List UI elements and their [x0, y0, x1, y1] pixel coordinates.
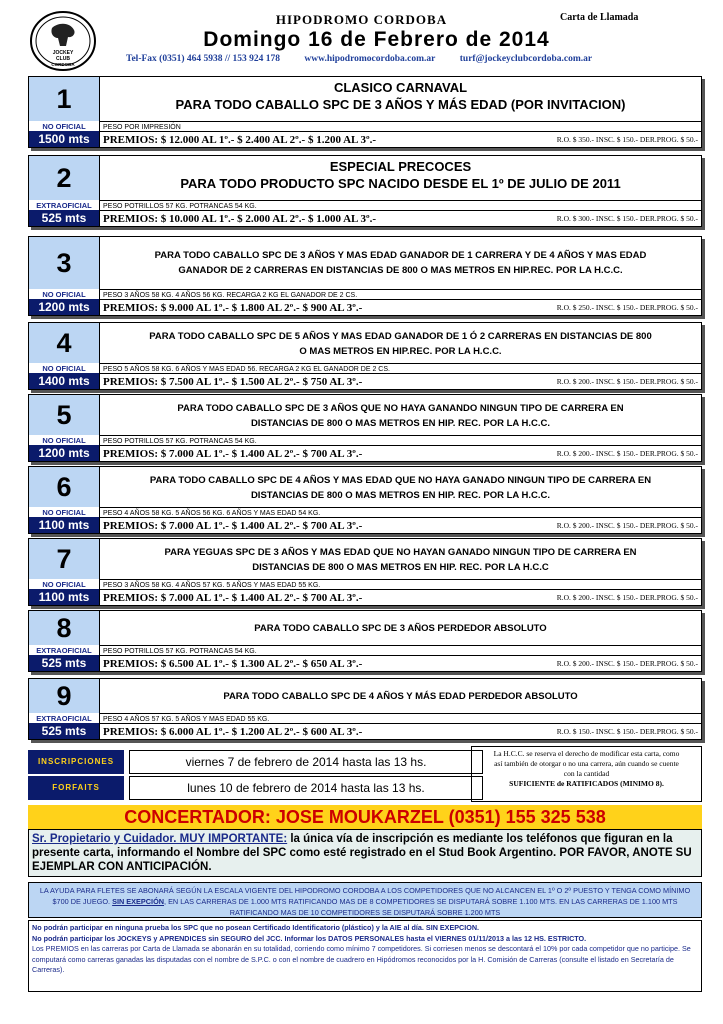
race-subtitle: PARA TODO CABALLO SPC DE 3 AÑOS Y MÁS EDAD (POR INVITACION) [175, 97, 626, 112]
forfaits-date: lunes 10 de febrero de 2014 hasta las 13 hs. [129, 776, 483, 800]
event-date: Domingo 16 de Febrero de 2014 [203, 28, 550, 51]
race-prizes: PREMIOS: $ 6.000 AL 1º.- $ 1.200 AL 2º.- $ 600 AL 3º.- [103, 726, 363, 738]
race-number: 9 [29, 679, 99, 713]
race-block [28, 155, 702, 227]
race-conditions [110, 473, 691, 503]
race-number: 1 [29, 77, 99, 121]
race-distance: 1200 mts [29, 445, 99, 461]
race-left [29, 539, 100, 605]
race-title: PARA TODO CABALLO SPC DE 5 AÑOS Y MAS EDAD GANADOR DE 1 Ó 2 CARRERAS EN DISTANCIAS DE 800 [149, 331, 652, 342]
footer-rule: No podrán participar en ninguna prueba los SPC que no posean Certificado Identificatorio (plástico) y la AIE al día. SIN EXEPCION. [32, 923, 480, 932]
race-title: ESPECIAL PRECOCES [329, 159, 472, 174]
important-lead: Sr. Propietario y Cuidador. MUY IMPORTANTE: [32, 833, 288, 845]
race-title: CLASICO CARNAVAL [333, 80, 468, 95]
race-distance: 1500 mts [29, 131, 99, 147]
race-fees: R.O. $ 200.- INSC. $ 150.- DER.PROG. $ 50.- [556, 377, 698, 386]
race-block [28, 322, 702, 390]
race-distance: 1200 mts [29, 299, 99, 315]
race-prizes-row [100, 210, 701, 226]
forfaits-label: FORFAITS [28, 776, 124, 800]
race-body [100, 611, 701, 671]
race-condition: EXTRAOFICIAL [29, 713, 99, 725]
footer-rule: No podrán participar los JOCKEYS y APRENDICES sin SEGURO del JCC. Informar los DATOS PERSONALES hasta el VIERNES 01/11/2013 a las 12 HS. ESTRICTO. [32, 933, 587, 943]
race-number: 8 [29, 611, 99, 645]
race-body [100, 237, 701, 315]
race-condition: NO OFICIAL [29, 121, 99, 133]
race-distance: 525 mts [29, 723, 99, 739]
svg-text:CORDOBA: CORDOBA [51, 62, 75, 67]
race-block [28, 236, 702, 316]
race-fees: R.O. $ 250.- INSC. $ 150.- DER.PROG. $ 50.- [556, 303, 698, 312]
race-number: 5 [29, 395, 99, 435]
deadlines-section [28, 746, 702, 802]
race-subtitle: DISTANCIAS DE 800 O MAS METROS EN HIP. REC. POR LA H.C.C. [250, 418, 551, 429]
page-title: HIPODROMO CORDOBA [275, 12, 448, 27]
race-number: 4 [29, 323, 99, 363]
race-fees: R.O. $ 200.- INSC. $ 150.- DER.PROG. $ 50.- [556, 449, 698, 458]
race-left [29, 679, 100, 739]
race-body [100, 679, 701, 739]
race-conditions [110, 248, 691, 278]
concertador-banner: CONCERTADOR: JOSE MOUKARZEL (0351) 155 325 538 [28, 805, 702, 829]
race-weights: PESO 3 AÑOS 58 KG. 4 AÑOS 57 KG. 5 AÑOS Y MAS EDAD 55 KG. [100, 579, 701, 591]
race-condition: EXTRAOFICIAL [29, 200, 99, 212]
ayuda-text: LA AYUDA PARA FLETES SE ABONARÁ SEGÚN LA ESCALA VIGENTE DEL HIPODROMO CORDOBA A LOS COMPETIDORES QUE NO ALCANCEN EL 1º O 2º PUESTO Y TENGA COMO MÍNIMO $700 DE JUEGO. [39, 886, 691, 906]
race-distance: 1400 mts [29, 373, 99, 389]
race-prizes: PREMIOS: $ 7.000 AL 1º.- $ 1.400 AL 2º.- $ 700 AL 3º.- [103, 520, 363, 532]
note-line: La H.C.C. se reserva el derecho de modificar esta carta, como [493, 749, 680, 758]
race-block [28, 610, 702, 672]
race-number: 6 [29, 467, 99, 507]
ayuda-emphasis: SIN EXEPCIÓN [112, 897, 165, 906]
race-prizes-row [100, 517, 701, 533]
race-prizes: PREMIOS: $ 7.000 AL 1º.- $ 1.400 AL 2º.- $ 700 AL 3º.- [103, 592, 363, 604]
race-subtitle: DISTANCIAS DE 800 O MAS METROS EN HIP. REC. POR LA H.C.C. [250, 490, 551, 501]
race-prizes-row [100, 445, 701, 461]
race-condition: NO OFICIAL [29, 435, 99, 447]
race-title: PARA YEGUAS SPC DE 3 AÑOS Y MAS EDAD QUE NO HAYAN GANADO NINGUN TIPO DE CARRERA EN [164, 547, 637, 558]
race-body [100, 395, 701, 461]
race-block [28, 394, 702, 462]
race-distance: 525 mts [29, 210, 99, 226]
race-weights: PESO POTRILLOS 57 KG. POTRANCAS 54 KG. [100, 645, 701, 657]
inscripciones-label: INSCRIPCIONES [28, 750, 124, 774]
race-fees: R.O. $ 350.- INSC. $ 150.- DER.PROG. $ 50.- [556, 135, 698, 144]
race-subtitle: GANADOR DE 2 CARRERAS EN DISTANCIAS DE 800 O MAS METROS EN HIP.REC. POR LA H.C.C. [178, 265, 623, 276]
race-body [100, 539, 701, 605]
page-header [0, 0, 723, 74]
race-prizes: PREMIOS: $ 7.000 AL 1º.- $ 1.400 AL 2º.- $ 700 AL 3º.- [103, 448, 363, 460]
race-number: 2 [29, 156, 99, 200]
race-number: 7 [29, 539, 99, 579]
race-left [29, 611, 100, 671]
race-left [29, 323, 100, 389]
contact-line [126, 54, 614, 64]
race-distance: 1100 mts [29, 517, 99, 533]
race-block [28, 678, 702, 740]
important-notice [28, 829, 702, 877]
race-weights: PESO 5 AÑOS 58 KG. 6 AÑOS Y MAS EDAD 56. RECARGA 2 KG EL GANADOR DE 2 CS. [100, 363, 701, 375]
svg-text:JOCKEY: JOCKEY [52, 50, 74, 56]
race-conditions [110, 545, 691, 575]
race-weights: PESO 3 AÑOS 58 KG. 4 AÑOS 56 KG. RECARGA 2 KG EL GANADOR DE 2 CS. [100, 289, 701, 301]
race-prizes-row [100, 299, 701, 315]
svg-text:CLUB: CLUB [56, 56, 70, 62]
race-condition: NO OFICIAL [29, 579, 99, 591]
race-prizes-row [100, 723, 701, 739]
race-fees: R.O. $ 200.- INSC. $ 150.- DER.PROG. $ 50.- [556, 521, 698, 530]
race-left [29, 395, 100, 461]
race-left [29, 467, 100, 533]
note-line: así también de otorgar o no una carrera, aún cuando se cuente [494, 759, 679, 768]
website-link[interactable]: www.hipodromocordoba.com.ar [304, 54, 436, 64]
race-left [29, 237, 100, 315]
race-condition: NO OFICIAL [29, 507, 99, 519]
race-weights: PESO POTRILLOS 57 KG. POTRANCAS 54 KG. [100, 435, 701, 447]
race-prizes: PREMIOS: $ 7.500 AL 1º.- $ 1.500 AL 2º.- $ 750 AL 3º.- [103, 376, 363, 388]
race-block [28, 466, 702, 534]
race-prizes-row [100, 655, 701, 671]
race-number: 3 [29, 237, 99, 289]
race-subtitle: O MAS METROS EN HIP.REC. POR LA H.C.C. [299, 346, 502, 357]
race-block [28, 538, 702, 606]
race-subtitle: DISTANCIAS DE 800 O MAS METROS EN HIP. REC. POR LA H.C.C [252, 562, 549, 573]
race-weights: PESO POTRILLOS 57 KG. POTRANCAS 54 KG. [100, 200, 701, 212]
freight-aid-notice [28, 882, 702, 918]
race-fees: R.O. $ 200.- INSC. $ 150.- DER.PROG. $ 50.- [556, 593, 698, 602]
race-weights: PESO 4 AÑOS 58 KG. 5 AÑOS 56 KG. 6 AÑOS Y MAS EDAD 54 KG. [100, 507, 701, 519]
race-condition: NO OFICIAL [29, 289, 99, 301]
race-fees: R.O. $ 300.- INSC. $ 150.- DER.PROG. $ 50.- [556, 214, 698, 223]
race-conditions [110, 689, 691, 704]
email-link[interactable]: turf@jockeyclubcordoba.com.ar [459, 54, 593, 64]
ayuda-text: , EN LAS CARRERAS DE 1.000 MTS RATIFICANDO MAS DE 8 COMPETIDORES SE DISPUTARÁ SOBRE 1.100 MTS. EN LAS CARRERAS DE 1.100 MTS RATIFICANDO MAS DE 10 COMPETIDORES SE DISPUTARÁ SOBRE 1.200 MTS [164, 897, 678, 917]
race-condition: EXTRAOFICIAL [29, 645, 99, 657]
race-block [28, 76, 702, 148]
race-left [29, 156, 100, 226]
race-conditions [110, 401, 691, 431]
race-distance: 1100 mts [29, 589, 99, 605]
race-fees: R.O. $ 200.- INSC. $ 150.- DER.PROG. $ 50.- [556, 659, 698, 668]
race-title: PARA TODO CABALLO SPC DE 3 AÑOS QUE NO HAYA GANANDO NINGUN TIPO DE CARRERA EN [177, 403, 624, 414]
race-title: PARA TODO CABALLO SPC DE 3 AÑOS Y MAS EDAD GANADOR DE 1 CARRERA Y DE 4 AÑOS Y MAS EDAD [154, 250, 647, 261]
race-prizes: PREMIOS: $ 6.500 AL 1º.- $ 1.300 AL 2º.- $ 650 AL 3º.- [103, 658, 363, 670]
reservation-note [471, 746, 702, 802]
telfax: Tel-Fax (0351) 464 5938 // 153 924 178 [126, 54, 281, 64]
race-title: PARA TODO CABALLO SPC DE 4 AÑOS Y MÁS EDAD PERDEDOR ABSOLUTO [223, 690, 578, 702]
carta-label: Carta de Llamada [560, 12, 639, 23]
race-body [100, 467, 701, 533]
race-prizes: PREMIOS: $ 9.000 AL 1º.- $ 1.800 AL 2º.- $ 900 AL 3º.- [103, 302, 363, 314]
note-line: con la cantidad [563, 769, 610, 778]
race-condition: NO OFICIAL [29, 363, 99, 375]
important-body: la única vía de inscripción es mediante los teléfonos que figuran en la presente carta, informando el Nombre del SPC como esté registrado en el Stud Book Argentino. POR FAVOR, ANOTE SU EJEMPLAR CON ANTICIPACIÓN. [32, 833, 692, 873]
race-body [100, 77, 701, 147]
race-prizes-row [100, 589, 701, 605]
race-prizes: PREMIOS: $ 10.000 AL 1º.- $ 2.000 AL 2º.- $ 1.000 AL 3º.- [103, 213, 377, 225]
race-subtitle: PARA TODO PRODUCTO SPC NACIDO DESDE EL 1º DE JULIO DE 2011 [180, 176, 621, 191]
race-prizes-row [100, 373, 701, 389]
inscripciones-date: viernes 7 de febrero de 2014 hasta las 13 hs. [129, 750, 483, 774]
race-conditions [110, 621, 691, 636]
race-body [100, 323, 701, 389]
footer-rules [28, 920, 702, 992]
race-title: PARA TODO CABALLO SPC DE 4 AÑOS Y MAS EDAD QUE NO HAYA GANADO NINGUN TIPO DE CARRERA EN [149, 475, 652, 486]
race-left [29, 77, 100, 147]
race-weights: PESO POR IMPRESIÓN [100, 121, 701, 133]
note-line: SUFICIENTE de RATIFICADOS (MINIMO 8). [509, 779, 664, 788]
race-weights: PESO 4 AÑOS 57 KG. 5 AÑOS Y MAS EDAD 55 KG. [100, 713, 701, 725]
race-title: PARA TODO CABALLO SPC DE 3 AÑOS PERDEDOR ABSOLUTO [254, 622, 547, 634]
race-fees: R.O. $ 150.- INSC. $ 150.- DER.PROG. $ 50.- [556, 727, 698, 736]
footer-rule: Los PREMIOS en las carreras por Carta de Llamada se abonarán en su totalidad, corriendo como mínimo 7 competidores. Si corriesen menos se descontará el 10% por cada competidor que no participe. Se computará como carreras ganadas las disputadas con el nombre de S.P.C. o con el nombre de cuadrero en Hipódromos reconocidos por la H. Comisión de Carreras (consulte el listado en Secretaría de Carreras). [32, 944, 691, 974]
race-body [100, 156, 701, 226]
race-prizes-row [100, 131, 701, 147]
race-conditions [110, 329, 691, 359]
race-distance: 525 mts [29, 655, 99, 671]
race-prizes: PREMIOS: $ 12.000 AL 1º.- $ 2.400 AL 2º.- $ 1.200 AL 3º.- [103, 134, 377, 146]
